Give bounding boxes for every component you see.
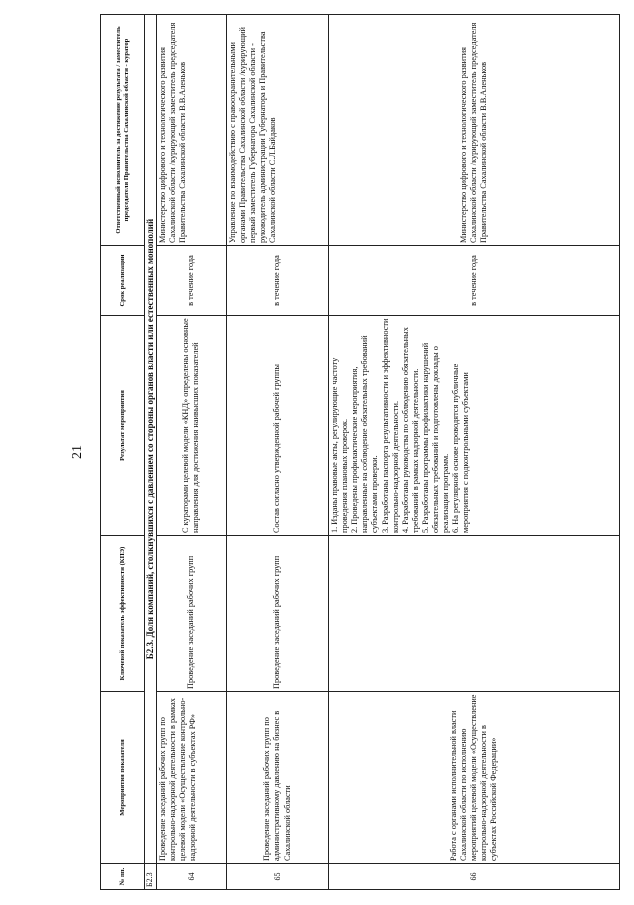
measure-cell: Проведение заседаний рабочих групп по контрольно-надзорной деятельности в рамках целевой модели «Осуществление контрольно-надзорной деятельности в субъектах РФ» [156, 692, 226, 864]
responsible-cell: Управление по взаимодействию с правоохранительными органами Правительства Сахалинской области /курирующий первый заместитель Губернатора Сахалинской области - руководитель администрации Губернатора и Правительства Сахалинской области С.Л.Байдаков [226, 15, 328, 246]
table-row [156, 15, 226, 890]
measure-cell: Проведение заседаний рабочих групп по административному давлению на бизнес в Сахалинской области [226, 692, 328, 864]
row-number: 65 [226, 864, 328, 890]
section-id: Б2.3 [145, 864, 157, 890]
table-header-row [101, 15, 145, 890]
row-number: 66 [328, 864, 619, 890]
measures-table [100, 14, 620, 890]
responsible-cell: Министерство цифрового и технологического развития Сахалинской области /курирующий заместитель председателя Правительства Сахалинской области В.В.Аленьков [156, 15, 226, 246]
header-kpi: Ключевой показатель эффективности (КПЭ) [101, 536, 145, 692]
term-cell: в течение года [226, 246, 328, 316]
kpi-cell: Проведение заседаний рабочих групп [156, 536, 226, 692]
row-number: 64 [156, 864, 226, 890]
result-cell: С кураторами целевой модели «КНД» определены основные направления для достижения наивысших показателей [156, 316, 226, 536]
table-row [226, 15, 328, 890]
section-row [145, 15, 157, 890]
result-cell: 1. Изданы правовые акты, регулирующие частоту проведения плановых проверок. 2. Проведены профилактические мероприятия, направленные на соблюдение обязательных требований субъектами проверки. 3. Разработаны паспорта результативности и эффективности контрольно-надзорной деятельности. 4. Разработаны руководства по соблюдению обязательных требований в рамках надзорной деятельности. 5. Разработаны программы профилактики нарушений обязательных требований и подготовлены доклады о реализации программ. 6. На регулярной основе проводятся публичные мероприятия с подконтрольными субъектами [328, 316, 619, 536]
header-term: Срок реализации [101, 246, 145, 316]
header-result: Результат мероприятия [101, 316, 145, 536]
page-number: 21 [70, 445, 85, 459]
rotated-page [100, 15, 620, 890]
header-measure: Мероприятия показателя [101, 692, 145, 864]
section-title: Б2.3. Доля компаний, столкнувшихся с давлением со стороны органов власти или естественных монополий [145, 15, 157, 864]
table-row [328, 15, 619, 890]
header-responsible: Ответственный исполнитель за достижение результата / заместитель председателя Правительства Сахалинской области - куратор [101, 15, 145, 246]
term-cell: в течение года [328, 246, 619, 316]
responsible-cell: Министерство цифрового и технологического развития Сахалинской области /курирующий заместитель председателя Правительства Сахалинской области В.В.Аленьков [328, 15, 619, 246]
header-num: № пп. [101, 864, 145, 890]
kpi-cell [328, 536, 619, 692]
kpi-cell: Проведение заседаний рабочих групп [226, 536, 328, 692]
term-cell: в течение года [156, 246, 226, 316]
result-cell: Состав согласно утвержденной рабочей группы [226, 316, 328, 536]
measure-cell: Работа с органами исполнительной власти Сахалинской области по исполнению мероприятий целевой модели «Осуществление контрольно-надзорной деятельности в субъектах Российской Федерации» [328, 692, 619, 864]
